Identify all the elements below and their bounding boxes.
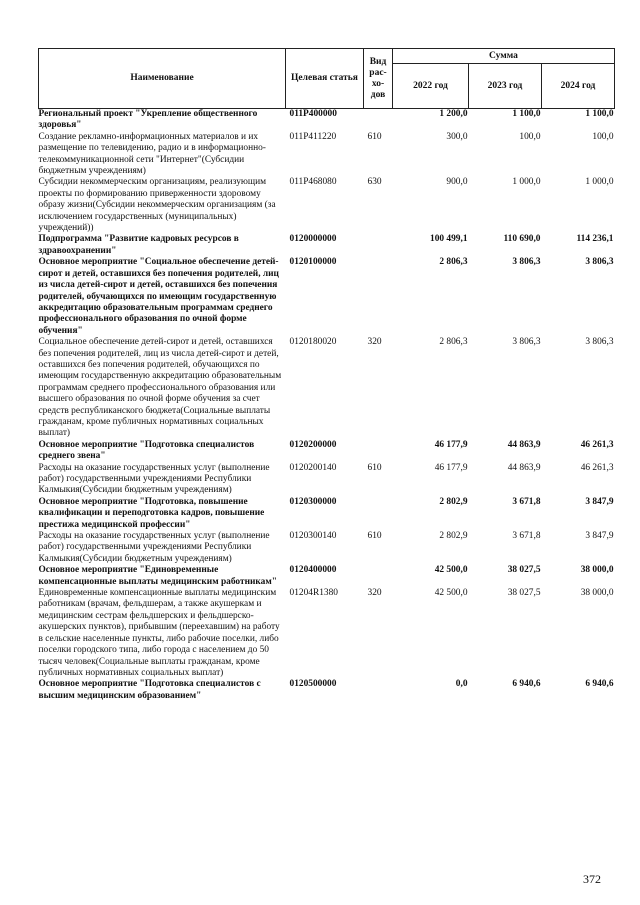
table-row [39, 565, 615, 588]
row-code: 0120200140 [289, 462, 337, 473]
table-row [39, 177, 615, 234]
row-sum-2024: 1 000,0 [585, 177, 614, 188]
row-vid [364, 679, 393, 702]
row-code: 011P411220 [289, 131, 337, 142]
row-sum-2022: 46 177,9 [434, 462, 468, 473]
row-vid: 630 [367, 177, 382, 188]
row-code: 011P400000 [289, 109, 337, 119]
row-name: Социальное обеспечение детей-сирот и детей, оставшихся без попечения родителей, лиц из числа детей-сирот и детей, оставшихся без попечения родителей, обучающихся по имеющим государственную аккредитацию образовательным программам среднего профессионального образования или высшего образования по очной форме обучения за счет средств республиканского бюджета(Социальные выплаты гражданам, кроме публичных нормативных социальных выплат) [38, 337, 282, 439]
row-sum-2023: 1 100,0 [512, 109, 541, 119]
row-sum-2024: 3 806,3 [585, 257, 614, 268]
row-name: Создание рекламно-информационных материалов и их размещение по телевидению, радио и в информационно-телекоммуникационной сети "Интернет"(Субсидии бюджетным учреждениям) [38, 131, 266, 177]
row-sum-2024: 6 940,6 [585, 679, 614, 690]
row-sum-2024: 100,0 [592, 131, 614, 142]
header-year-2022: 2022 год [393, 64, 469, 109]
row-code: 0120400000 [289, 565, 337, 576]
row-vid [364, 109, 393, 132]
row-name: Единовременные компенсационные выплаты медицинским работникам (врачам, фельдшерам, а также акушеркам и медицинским сестрам фельдшерских и фельдшерско-акушерских пунктов), прибывшим (переехавшим) на работу в сельские населенные пункты, либо рабочие поселки, либо поселки городского типа, либо города с населением до 50 тысяч человек(Социальные выплаты гражданам, кроме публичных нормативных социальных выплат) [38, 588, 280, 678]
row-sum-2023: 3 806,3 [512, 337, 541, 348]
row-sum-2022: 2 806,3 [439, 257, 468, 268]
row-code: 0120000000 [289, 234, 337, 245]
row-sum-2023: 110 690,0 [503, 234, 541, 245]
table-row [39, 463, 615, 497]
row-vid [364, 440, 393, 463]
row-vid: 610 [367, 462, 382, 473]
budget-table [38, 48, 615, 702]
row-vid: 610 [367, 531, 382, 542]
row-code: 0120100000 [289, 257, 337, 268]
row-sum-2023: 6 940,6 [512, 679, 541, 690]
header-sum: Сумма [393, 49, 615, 64]
row-vid [364, 497, 393, 531]
row-name: Основное мероприятие "Единовременные компенсационные выплаты медицинским работникам" [38, 565, 277, 587]
row-sum-2022: 2 802,9 [439, 531, 468, 542]
table-row [39, 531, 615, 565]
row-vid [364, 234, 393, 257]
row-sum-2022: 900,0 [446, 177, 468, 188]
table-row [39, 109, 615, 132]
row-sum-2023: 3 671,8 [512, 496, 541, 507]
header-year-2023: 2023 год [469, 64, 542, 109]
row-sum-2022: 42 500,0 [434, 588, 468, 599]
table-row [39, 257, 615, 337]
row-sum-2024: 3 806,3 [585, 337, 614, 348]
row-sum-2024: 3 847,9 [585, 531, 614, 542]
row-sum-2023: 38 027,5 [507, 565, 541, 576]
row-sum-2023: 38 027,5 [507, 588, 541, 599]
header-year-2024: 2024 год [542, 64, 615, 109]
row-code: 0120300140 [289, 531, 337, 542]
row-vid [364, 257, 393, 337]
table-row [39, 679, 615, 702]
row-name: Субсидии некоммерческим организациям, реализующим проекты по формированию приверженности здоровому образу жизни(Субсидии некоммерческим организациям (за исключением государственных (муниципальных) учреждений)) [38, 177, 276, 234]
row-sum-2024: 114 236,1 [576, 234, 614, 245]
row-sum-2023: 1 000,0 [512, 177, 541, 188]
table-header [39, 49, 615, 109]
header-name: Наименование [39, 49, 286, 109]
table-row [39, 588, 615, 679]
row-name: Основное мероприятие "Социальное обеспечение детей-сирот и детей, оставшихся без попечения родителей, лиц из числа детей-сирот и детей, оставшихся без попечения родителей, обучающихся по имеющим государственную аккредитацию образовательным программам среднего профессионального образования по очной форме обучения" [38, 257, 279, 336]
row-code: 0120200000 [289, 439, 337, 450]
header-code: Целевая статья [286, 49, 364, 109]
row-sum-2024: 1 100,0 [585, 109, 614, 119]
row-name: Расходы на оказание государственных услуг (выполнение работ) государственными учреждениями Республики Калмыкия(Субсидии бюджетным учреждениям) [38, 531, 270, 564]
header-vid: Вид рас-хо-дов [364, 49, 393, 109]
row-sum-2024: 38 000,0 [580, 588, 614, 599]
row-sum-2022: 2 802,9 [439, 496, 468, 507]
table-row [39, 337, 615, 440]
row-name: Подпрограмма "Развитие кадровых ресурсов в здравоохранении" [38, 234, 239, 256]
row-sum-2022: 42 500,0 [434, 565, 468, 576]
row-sum-2023: 3 806,3 [512, 257, 541, 268]
row-sum-2024: 46 261,3 [580, 439, 614, 450]
budget-page [38, 48, 614, 702]
row-sum-2024: 38 000,0 [580, 565, 614, 576]
row-name: Основное мероприятие "Подготовка специалистов с высшим медицинским образованием" [38, 679, 261, 701]
row-code: 0120300000 [289, 496, 337, 507]
row-sum-2022: 2 806,3 [439, 337, 468, 348]
table-row [39, 234, 615, 257]
page-number: 372 [583, 872, 601, 886]
table-row [39, 132, 615, 178]
row-sum-2023: 100,0 [519, 131, 541, 142]
row-code: 011P468080 [289, 177, 337, 188]
row-sum-2022: 100 499,1 [430, 234, 468, 245]
row-sum-2022: 0,0 [455, 679, 468, 690]
row-name: Региональный проект "Укрепление общественного здоровья" [38, 109, 258, 131]
row-code: 0120180020 [289, 337, 337, 348]
row-vid: 610 [367, 131, 382, 142]
table-body [39, 109, 615, 703]
row-vid: 320 [367, 588, 382, 599]
row-sum-2022: 1 200,0 [439, 109, 468, 119]
row-sum-2023: 44 863,9 [507, 462, 541, 473]
row-sum-2023: 3 671,8 [512, 531, 541, 542]
row-sum-2024: 3 847,9 [585, 496, 614, 507]
row-sum-2024: 46 261,3 [580, 462, 614, 473]
row-vid: 320 [367, 337, 382, 348]
row-vid [364, 565, 393, 588]
table-row [39, 440, 615, 463]
row-sum-2023: 44 863,9 [507, 439, 541, 450]
row-name: Расходы на оказание государственных услуг (выполнение работ) государственными учреждениями Республики Калмыкия(Субсидии бюджетным учреждениям) [38, 462, 270, 496]
row-code: 0120500000 [289, 679, 337, 690]
row-name: Основное мероприятие "Подготовка, повышение квалификации и переподготовка кадров, повышение престижа медицинской профессии" [38, 496, 265, 530]
row-code: 01204R1380 [289, 588, 338, 599]
row-name: Основное мероприятие "Подготовка специалистов среднего звена" [38, 439, 255, 462]
row-sum-2022: 46 177,9 [434, 439, 468, 450]
table-row [39, 497, 615, 531]
row-sum-2022: 300,0 [446, 131, 468, 142]
